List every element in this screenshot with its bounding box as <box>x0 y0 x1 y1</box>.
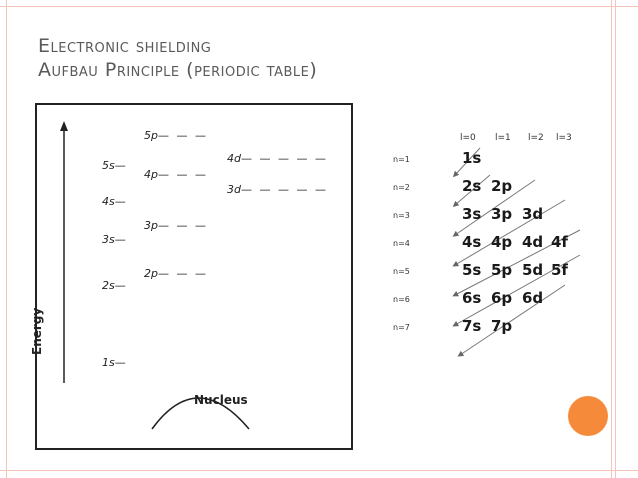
orbital-5p: 5p <box>491 261 513 279</box>
orbital-5s: 5s <box>462 261 482 279</box>
n-label-5: n=5 <box>393 267 410 276</box>
frame-line-left <box>6 0 7 478</box>
level-2p: 2p— — — <box>144 267 208 280</box>
level-3p: 3p— — — <box>144 219 208 232</box>
level-4s-label: 4s <box>102 195 115 208</box>
orbital-1s: 1s <box>462 149 482 167</box>
n-label-6: n=6 <box>393 295 410 304</box>
level-5s: 5s— <box>102 159 128 172</box>
l-header-0: l=0 <box>460 133 476 143</box>
level-4s: 4s— <box>102 195 128 208</box>
orbital-3s: 3s <box>462 205 482 223</box>
orbital-3p: 3p <box>491 205 513 223</box>
orbital-4d: 4d <box>522 233 544 251</box>
level-4p: 4p— — — <box>144 168 208 181</box>
level-3d: 3d— — — — — <box>227 183 328 196</box>
level-4d-label: 4d <box>227 152 241 165</box>
n-label-4: n=4 <box>393 239 410 248</box>
l-header-2: l=2 <box>528 133 544 143</box>
orbital-4s: 4s <box>462 233 482 251</box>
orbital-6s: 6s <box>462 289 482 307</box>
energy-axis-label: Energy <box>30 307 44 355</box>
level-3p-label: 3p <box>144 219 158 232</box>
n-label-2: n=2 <box>393 183 410 192</box>
orbital-6d: 6d <box>522 289 544 307</box>
level-5p-label: 5p <box>144 129 158 142</box>
l-header-1: l=1 <box>495 133 511 143</box>
level-5s-label: 5s <box>102 159 115 172</box>
orbital-7p: 7p <box>491 317 513 335</box>
nucleus-label: Nucleus <box>194 393 248 407</box>
level-1s-label: 1s <box>102 356 115 369</box>
aufbau-diagram <box>385 130 595 370</box>
frame-line-right <box>615 0 616 478</box>
orbital-5d: 5d <box>522 261 544 279</box>
level-1s: 1s— <box>102 356 128 369</box>
orbital-5f: 5f <box>551 261 568 279</box>
energy-axis-arrowhead <box>60 121 68 131</box>
orbital-4p: 4p <box>491 233 513 251</box>
orbital-7s: 7s <box>462 317 482 335</box>
level-4p-label: 4p <box>144 168 158 181</box>
title-line-2: Aufbau Principle (periodic table) <box>38 59 318 81</box>
level-2s: 2s— <box>102 279 128 292</box>
l-header-3: l=3 <box>556 133 572 143</box>
frame-line-top <box>0 6 638 7</box>
orbital-6p: 6p <box>491 289 513 307</box>
level-4d: 4d— — — — — <box>227 152 328 165</box>
level-2p-label: 2p <box>144 267 158 280</box>
n-label-3: n=3 <box>393 211 410 220</box>
orbital-4f: 4f <box>551 233 568 251</box>
level-2s-label: 2s <box>102 279 115 292</box>
orbital-2p: 2p <box>491 177 513 195</box>
frame-line-right-inner <box>611 0 612 478</box>
slide-title <box>38 34 317 82</box>
n-label-7: n=7 <box>393 323 410 332</box>
level-5p: 5p— — — <box>144 129 208 142</box>
energy-level-diagram <box>30 103 353 450</box>
level-3d-label: 3d <box>227 183 241 196</box>
n-label-1: n=1 <box>393 155 410 164</box>
title-line-1: Electronic shielding <box>38 35 212 57</box>
orbital-3d: 3d <box>522 205 544 223</box>
accent-dot <box>568 396 608 436</box>
frame-line-bottom <box>0 470 638 471</box>
level-3s: 3s— <box>102 233 128 246</box>
level-3s-label: 3s <box>102 233 115 246</box>
orbital-2s: 2s <box>462 177 482 195</box>
